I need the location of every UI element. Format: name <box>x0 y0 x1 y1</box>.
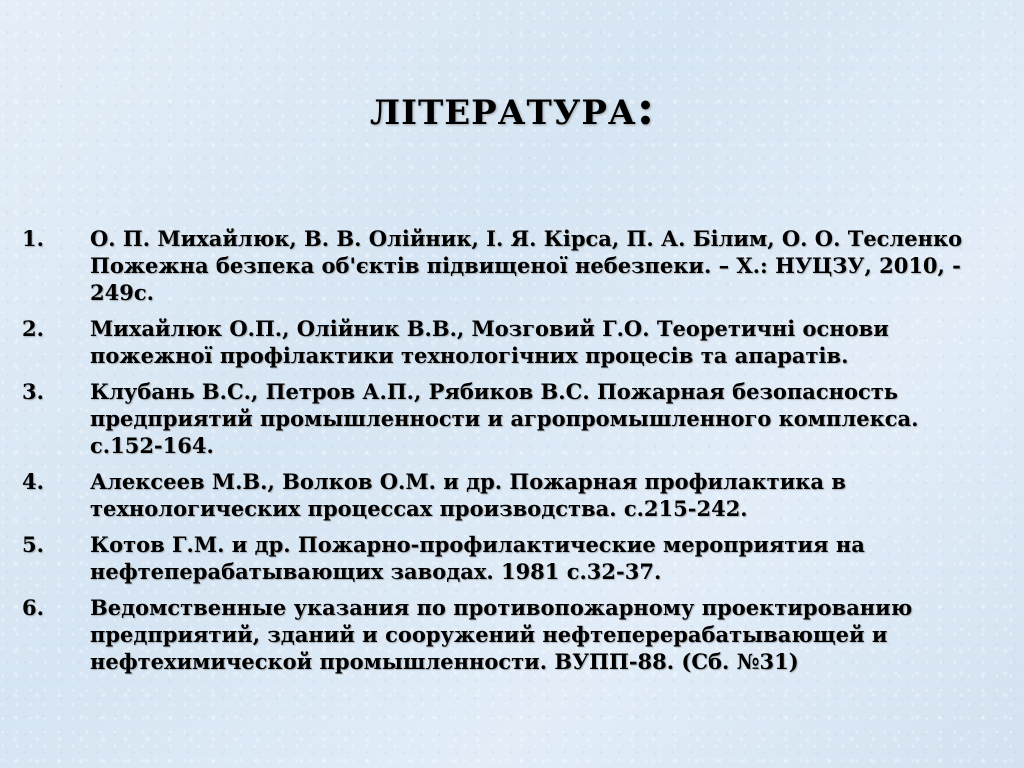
reference-text: Михайлюк О.П., Олійник В.В., Мозговий Г.О. Теоретичні основи пожежної профілактики технологічних процесів та апаратів. <box>90 316 889 368</box>
reference-item <box>22 225 982 306</box>
slide-title-colon: : <box>636 80 656 136</box>
reference-number: 6. <box>22 595 44 620</box>
reference-text: Алексеев М.В., Волков О.М. и др. Пожарная профилактика в технологических процессах производства. с.215-242. <box>90 469 846 521</box>
reference-number: 4. <box>22 469 44 494</box>
reference-number: 2. <box>22 316 44 341</box>
reference-text: О. П. Михайлюк, В. В. Олійник, І. Я. Кірса, П. А. Білим, О. О. Тесленко Пожежна безпека об'єктів підвищеної небезпеки. – Х.: НУЦЗУ, 2010, - 249с. <box>90 226 963 305</box>
slide-title <box>370 78 655 143</box>
reference-item <box>22 594 982 675</box>
reference-list <box>22 225 982 684</box>
reference-text: Клубань В.С., Петров А.П., Рябиков В.С. Пожарная безопасность предприятий промышленности и агропромышленного комплекса. с.152-164. <box>90 379 919 458</box>
reference-item <box>22 378 982 459</box>
reference-number: 3. <box>22 379 44 404</box>
slide-title-text: ЛІТЕРАТУРА <box>370 93 637 133</box>
reference-item <box>22 531 982 585</box>
reference-item <box>22 468 982 522</box>
reference-number: 5. <box>22 532 44 557</box>
reference-number: 1. <box>22 226 44 251</box>
reference-text: Ведомственные указания по противопожарному проектированию предприятий, зданий и сооружений нефтеперерабатывающей и нефтехимической промышленности. ВУПП-88. (Сб. №31) <box>90 595 913 674</box>
reference-item <box>22 315 982 369</box>
reference-text: Котов Г.М. и др. Пожарно-профилактические мероприятия на нефтеперабатывающих заводах. 1981 с.32-37. <box>90 532 865 584</box>
